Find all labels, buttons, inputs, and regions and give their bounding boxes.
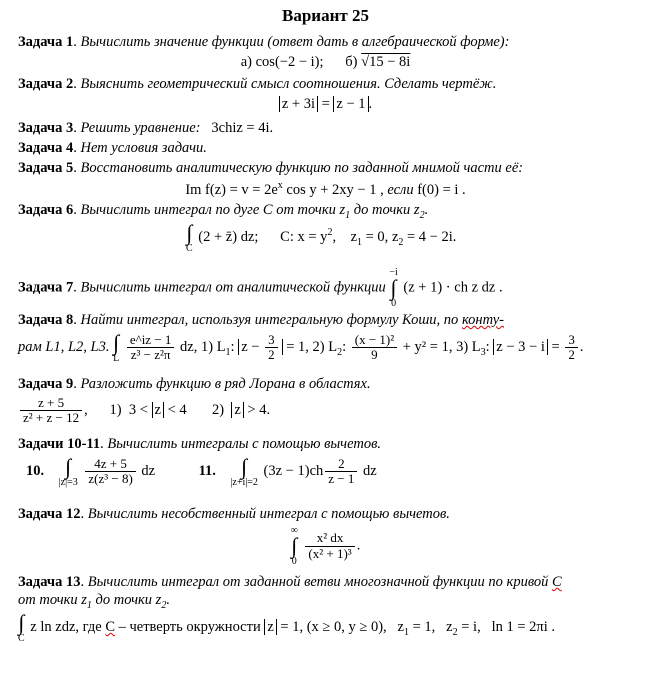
fraction: [565, 333, 578, 363]
task-text: Вычислить значение функции (ответ дать в алгебраической форме):: [80, 34, 510, 50]
integral-limit: C: [186, 243, 193, 254]
task-13-formula: [18, 612, 555, 643]
formula: :: [342, 338, 350, 355]
task-text: конту-: [461, 312, 504, 328]
integral-sign-icon: ∫: [113, 330, 120, 355]
task-5: Задача 5. Восстановить аналитическую функцию по заданной мнимой части её:: [18, 160, 524, 176]
task-text: Вычислить интеграл по дуге: [80, 202, 260, 218]
task-text: C: [262, 202, 273, 218]
formula: .: [356, 537, 361, 554]
formula: 1: [357, 236, 362, 248]
formula: z + 3i: [279, 96, 318, 112]
task-text: от точки z: [18, 592, 87, 608]
formula: 3chiz = 4i.: [211, 120, 274, 136]
task-text: z: [413, 202, 420, 218]
formula: < 4: [167, 402, 187, 419]
task-9-formula: [18, 396, 270, 426]
integral-upper-limit: ∞: [290, 525, 298, 536]
task-text: Вычислить интеграл от заданной ветви многозначной функции по кривой: [87, 574, 549, 590]
formula: z −: [241, 338, 264, 355]
formula: cos(−2 − i);: [255, 54, 324, 70]
task-text: Выяснить геометрический смысл соотношения. Сделать чертёж.: [80, 76, 497, 92]
task-label: Задача 3: [18, 120, 74, 136]
integral-upper-limit: −i: [389, 267, 398, 278]
numerator: 4z + 5: [85, 457, 135, 472]
task-label: Задача 1: [18, 34, 74, 50]
task-text: 1: [345, 210, 351, 221]
task-text: Нет условия задачи.: [80, 140, 207, 156]
task-label: Задача 5: [18, 160, 74, 176]
formula: 2: [327, 226, 333, 238]
formula: 1: [403, 626, 409, 638]
formula: 2: [452, 626, 458, 638]
task-7: Задача 7. Вычислить интеграл от аналитической функции −i ∫ 0 (z + 1) · ch z dz .: [18, 267, 503, 309]
formula: = 0,: [365, 228, 389, 245]
formula: 1): [109, 402, 122, 419]
fraction: [352, 333, 397, 363]
integral-sign-icon: ∫: [291, 533, 298, 558]
fraction: [325, 457, 357, 487]
numerator: 3: [265, 333, 278, 348]
formula: 2) L: [312, 338, 338, 355]
task-text: 1: [86, 600, 92, 611]
task-label: Задача 7: [18, 279, 74, 296]
task-12-formula: [0, 526, 651, 566]
formula: 2: [398, 236, 404, 248]
formula: dz: [363, 462, 377, 479]
formula: > 4.: [247, 402, 271, 419]
formula: (3z − 1)ch: [263, 462, 324, 479]
task-text: z: [339, 202, 346, 218]
integral-lower-limit: 0: [391, 298, 397, 309]
numerator: 2: [325, 457, 357, 472]
task-text: Восстановить аналитическую функцию по заданной мнимой части её:: [80, 160, 524, 176]
integral-limit: |z+i|=2: [230, 477, 258, 488]
integral: [291, 526, 298, 566]
task-text: Найти интеграл, используя интегральную формулу Коши, по: [80, 312, 459, 328]
formula: dz,: [180, 338, 198, 355]
formula: – четверть окружности: [118, 618, 261, 635]
denominator: 2: [568, 347, 575, 362]
numerator: e^iz − 1: [127, 333, 175, 348]
task-8: Задача 8. Найти интеграл, используя интегральную формулу Коши, по конту-: [18, 312, 504, 328]
formula: ,: [332, 228, 337, 245]
task-9: Задача 9. Разложить функцию в ряд Лорана в областях.: [18, 376, 371, 392]
integral-sign-icon: ∫: [241, 454, 248, 479]
formula: z: [391, 228, 399, 245]
formula: C: x = y: [280, 228, 328, 245]
formula: z − 1: [333, 96, 368, 112]
task-label: Задачи 10-11: [18, 436, 101, 452]
formula: dz: [141, 462, 156, 479]
formula: .: [579, 338, 584, 355]
formula: z: [231, 402, 243, 418]
numerator: x² dx: [305, 531, 354, 546]
task-2-formula: [0, 96, 651, 113]
task-text: Вычислить несобственный интеграл с помощью вычетов.: [87, 506, 450, 522]
formula: (2 + z̄) dz;: [198, 228, 259, 245]
task-number: 10.: [26, 462, 45, 479]
task-text: от точки: [276, 202, 336, 218]
formula: z: [152, 402, 164, 418]
formula: = 1,: [286, 338, 309, 355]
page-title: Вариант 25: [282, 6, 369, 25]
task-label: Задача 2: [18, 76, 74, 92]
formula: f(0) = i .: [417, 182, 466, 198]
task-text: C: [552, 574, 562, 590]
task-12: Задача 12. Вычислить несобственный интеграл с помощью вычетов.: [18, 506, 450, 522]
task-6-formula: [186, 222, 456, 253]
integral-limit: L: [113, 353, 120, 364]
formula: z: [397, 618, 404, 635]
task-text: Вычислить интегралы с помощью вычетов.: [107, 436, 381, 452]
task-3: Задача 3. Решить уравнение: 3chiz = 4i.: [18, 120, 274, 136]
formula: 3: [480, 346, 486, 358]
numerator: 3: [565, 333, 578, 348]
formula: =: [551, 338, 560, 355]
formula: [238, 331, 282, 362]
task-10-11-formula: [26, 456, 377, 487]
formula: + y² = 1,: [402, 338, 453, 355]
task-text: 2: [161, 600, 167, 611]
formula: ln 1 = 2πi .: [491, 618, 556, 635]
formula: .: [368, 96, 373, 112]
integral-sign-icon: ∫: [186, 220, 193, 245]
integral-sign-icon: ∫: [65, 454, 72, 479]
formula: (z + 1) · ch z dz .: [403, 279, 503, 296]
fraction: [265, 333, 278, 363]
formula: 1: [225, 346, 231, 358]
task-text: .: [424, 202, 429, 218]
task-13-line2: [18, 592, 170, 611]
formula: = 4 − 2i.: [407, 228, 457, 245]
formula: z − 3 − i: [493, 339, 548, 355]
task-label: Задача 9: [18, 376, 74, 392]
task-5-formula: [0, 180, 651, 199]
formula: :: [230, 338, 239, 355]
integral-sign-icon: ∫: [18, 610, 25, 635]
fraction: [20, 396, 82, 426]
part-label: а): [240, 54, 252, 70]
task-2: Задача 2. Выяснить геометрический смысл соотношения. Сделать чертёж.: [18, 76, 497, 92]
formula: √15 − 8i: [361, 54, 411, 70]
integral: [59, 456, 78, 487]
denominator: (x² + 1)³: [308, 545, 352, 561]
task-number: 11.: [198, 462, 216, 479]
denominator: 2: [268, 347, 275, 362]
formula: 2: [337, 346, 343, 358]
task-4: Задача 4. Нет условия задачи.: [18, 140, 207, 156]
denominator: 9: [371, 347, 378, 362]
formula: = 1, (x ≥ 0, y ≥ 0),: [280, 618, 387, 635]
integral: [186, 222, 193, 253]
integral-sign-icon: ∫: [390, 275, 397, 300]
part-label: б): [345, 54, 358, 70]
formula: 3 <: [128, 402, 148, 419]
task-label: Задача 6: [18, 202, 74, 218]
formula: = 1,: [412, 618, 436, 635]
denominator: z − 1: [328, 471, 355, 486]
task-label: Задача 13: [18, 574, 81, 590]
numerator: (x − 1)²: [352, 333, 397, 348]
task-text: Вычислить интеграл от аналитической функции: [80, 279, 386, 296]
denominator: z² + z − 12: [23, 410, 80, 426]
task-label: Задача 4: [18, 140, 74, 156]
task-text: 2: [419, 210, 425, 221]
numerator: z + 5: [20, 396, 82, 411]
fraction: [127, 333, 175, 363]
task-text: Решить уравнение:: [80, 120, 201, 136]
task-10-11: Задачи 10-11. Вычислить интегралы с помощью вычетов.: [18, 436, 381, 452]
task-1-formula: [0, 54, 651, 71]
integral: [18, 612, 25, 643]
denominator: z³ − z²π: [130, 347, 171, 362]
task-8-formula: [18, 332, 583, 363]
formula: z: [264, 619, 276, 635]
integral-limit: C: [18, 633, 25, 644]
integral: [113, 332, 119, 363]
task-6: Задача 6. Вычислить интеграл по дуге C от точки $z_1$ до точки $z_2$.: [18, 202, 429, 221]
integral-limit: |z|=3: [58, 477, 78, 488]
task-text: до точки: [353, 202, 411, 218]
formula: , где: [75, 618, 102, 635]
task-label: Задача 12: [18, 506, 81, 522]
formula: 3) L: [456, 338, 481, 355]
task-text: .: [166, 592, 170, 608]
formula: 2): [212, 402, 225, 419]
formula: x: [277, 180, 283, 191]
integral-lower-limit: 0: [291, 556, 297, 567]
formula: ,: [84, 402, 88, 419]
formula: z: [446, 618, 453, 635]
fraction: [85, 457, 135, 487]
formula: = i,: [461, 618, 481, 635]
task-text: Разложить функцию в ряд Лорана в областях.: [80, 376, 371, 392]
formula: :: [485, 338, 494, 355]
formula: z ln zdz: [30, 618, 76, 635]
task-text: рам: [18, 338, 42, 355]
formula: =: [321, 96, 330, 112]
task-text: L1, L2, L3.: [45, 338, 110, 355]
task-label: Задача 8: [18, 312, 74, 328]
formula: Im f(z) = v = 2e: [185, 182, 278, 198]
formula: если: [387, 182, 414, 198]
denominator: z(z³ − 8): [88, 471, 133, 486]
fraction: [305, 531, 354, 561]
integral: [389, 268, 397, 308]
formula: cos y + 2xy − 1 ,: [286, 182, 384, 198]
task-1: Задача 1. Вычислить значение функции (ответ дать в алгебраической форме):: [18, 34, 510, 50]
task-13: Задача 13. Вычислить интеграл от заданной ветви многозначной функции по кривой C: [18, 574, 562, 590]
formula: z: [350, 228, 357, 245]
formula: 1) L: [200, 338, 226, 355]
formula: C: [105, 618, 115, 635]
integral: [230, 456, 258, 487]
task-text: до точки z: [95, 592, 162, 608]
